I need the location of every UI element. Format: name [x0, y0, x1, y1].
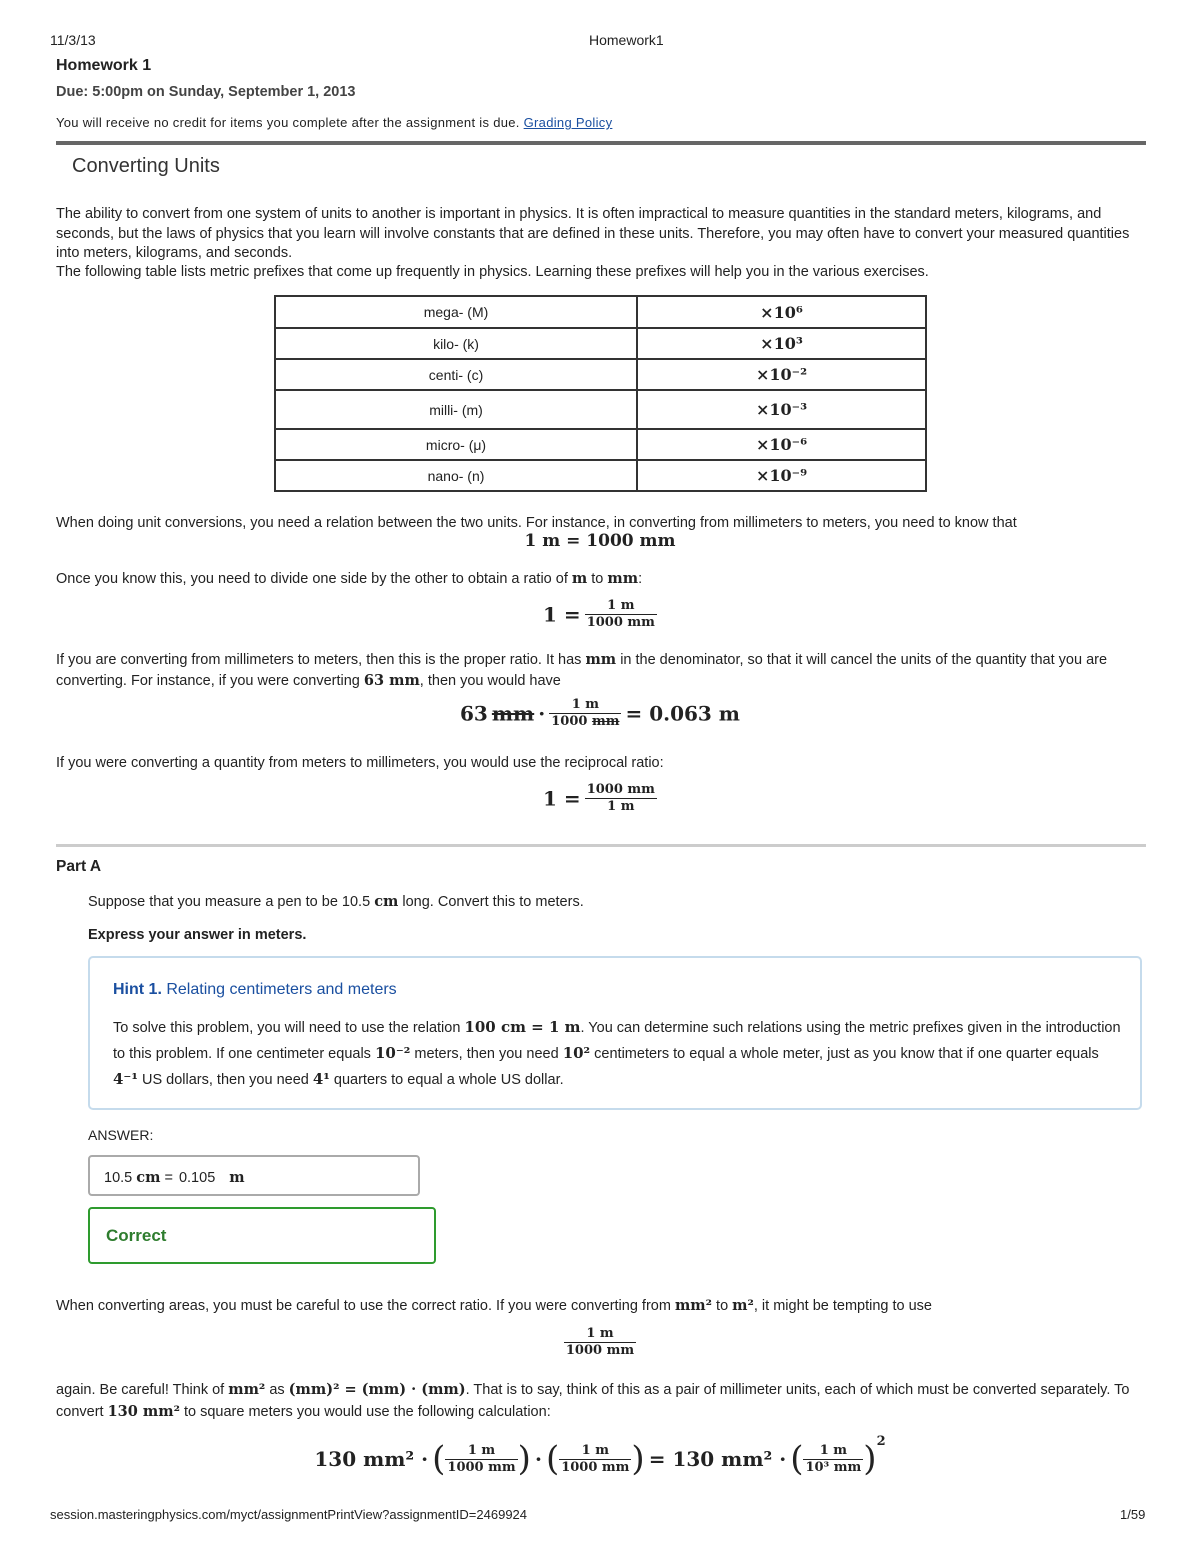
eq-value: 63: [460, 701, 488, 726]
para-text: to: [716, 1298, 729, 1314]
credit-notice-text: You will receive no credit for items you complete after the assignment is due.: [56, 115, 520, 130]
answer-input[interactable]: 0.105: [178, 1170, 216, 1186]
equation-2: [0, 598, 1200, 631]
prefix-cell: micro- (μ): [275, 429, 637, 460]
intro-paragraph-2: The following table lists metric prefixes that come up frequently in physics. Learning these prefixes will help you in the various exercises.: [56, 264, 929, 280]
fraction-denominator: 1000 mm: [586, 615, 655, 630]
para-text: in the denominator, so that it will cancel the units of the quantity that you are converting. For instance, if you were converting: [56, 652, 1108, 689]
answer-row: [104, 1169, 245, 1186]
table-row: [275, 390, 926, 429]
question-part: Suppose that you measure a pen to be 10.5: [88, 894, 371, 910]
fraction-numerator: 1 m: [559, 1443, 631, 1460]
math-value: 63 mm: [363, 671, 420, 689]
fraction-numerator: 1 m: [445, 1443, 517, 1460]
due-date: Due: 5:00pm on Sunday, September 1, 2013: [56, 84, 356, 100]
answer-label: ANSWER:: [88, 1127, 154, 1143]
hint-text: US dollars, then you need: [141, 1072, 309, 1088]
page-number: 1/59: [1120, 1507, 1146, 1522]
math-unit: cm: [374, 893, 399, 910]
table-row: [275, 328, 926, 359]
math-expression: (mm)² = (mm) · (mm): [288, 1381, 466, 1398]
table-row: [275, 460, 926, 491]
factor-cell: ×10⁻⁶: [637, 429, 926, 460]
prefix-cell: milli- (m): [275, 390, 637, 429]
factor-cell: ×10⁻⁹: [637, 460, 926, 491]
para-text: , then you would have: [419, 672, 561, 689]
question-text: [88, 893, 584, 910]
answer-given: 10.5: [104, 1170, 133, 1186]
math-value: 4⁻¹: [113, 1070, 138, 1088]
exponent: 2: [876, 1434, 886, 1449]
question-part: long. Convert this to meters.: [402, 894, 584, 910]
prefix-cell: nano- (n): [275, 460, 637, 491]
factor-cell: ×10³: [637, 328, 926, 359]
table-row: [275, 359, 926, 390]
math-unit: mm²: [228, 1381, 266, 1398]
table-row: [275, 429, 926, 460]
area-fraction: [0, 1326, 1200, 1359]
fraction-denominator: 1000 mm: [561, 1459, 630, 1475]
fraction-denominator: 1000 mm: [447, 1459, 516, 1475]
hint-text: To solve this problem, you will need to use the relation: [113, 1020, 461, 1036]
part-a-title: Part A: [56, 858, 102, 875]
hint-text: quarters to equal a whole US dollar.: [333, 1072, 564, 1088]
reciprocal-paragraph: If you were converting a quantity from meters to millimeters, you would use the reciprocal ratio:: [56, 755, 664, 771]
print-date: 11/3/13: [50, 32, 96, 48]
para-text: again. Be careful! Think of: [56, 1382, 225, 1398]
intro-paragraph: The ability to convert from one system of units to another is important in physics. It is often impractical to measure quantities in the standard meters, kilograms, and seconds, but the laws of physics that you learn will involve constants that are defined in these units. Therefore, you may often have to convert your measured quantities into meters, kilograms, and seconds.: [56, 206, 1130, 261]
fraction-denominator: 1 m: [607, 799, 635, 814]
math-unit: m: [229, 1169, 245, 1186]
fraction-numerator: 1 m: [585, 598, 657, 615]
ratio-text: :: [638, 571, 643, 587]
para-text: When converting areas, you must be careful to use the correct ratio. If you were converting from: [56, 1298, 671, 1314]
prefix-cell: kilo- (k): [275, 328, 637, 359]
fraction: [559, 1443, 631, 1476]
math-unit: m²: [732, 1297, 754, 1314]
para-text: , it might be tempting to use: [753, 1298, 932, 1314]
fraction-denominator: 1000: [551, 714, 588, 729]
ratio-paragraph: [56, 569, 1146, 590]
equation-1: 1 m = 1000 mm: [524, 531, 676, 551]
credit-notice: [56, 115, 612, 130]
section-title: Converting Units: [72, 155, 220, 177]
factor-cell: ×10⁶: [637, 296, 926, 328]
fraction: [445, 1443, 517, 1476]
hint-text: . You can determine such relations using the metric prefixes given in the introduction to this problem. If one centimeter equals: [113, 1020, 1121, 1062]
areas-paragraph: [56, 1296, 1146, 1317]
hint-title: Relating centimeters and meters: [166, 981, 397, 998]
hint-text: centimeters to equal a whole meter, just as you know that if one quarter equals: [594, 1046, 1099, 1062]
fraction-numerator: 1000 mm: [586, 782, 655, 797]
factor-cell: ×10⁻²: [637, 359, 926, 390]
ratio-text: Once you know this, you need to divide one side by the other to obtain a ratio of: [56, 571, 568, 587]
para-text: to square meters you would use the following calculation:: [183, 1404, 551, 1420]
factor-cell: ×10⁻³: [637, 390, 926, 429]
prefix-cell: centi- (c): [275, 359, 637, 390]
fraction: [585, 782, 657, 815]
equation-3: 63 mm · $\frac{1 m}{1000 mm}$ = 0.063 m: [460, 697, 740, 729]
prefix-table: [274, 295, 927, 492]
hint-body: [113, 1015, 1123, 1093]
footer-url: session.masteringphysics.com/myct/assignmentPrintView?assignmentID=2469924: [50, 1507, 528, 1522]
fraction: [803, 1443, 863, 1476]
math-unit: mm: [607, 570, 639, 587]
para-text: . That is to say, think of this as a pair of millimeter units, each of which must be converted separately. To convert: [56, 1382, 1130, 1420]
eq-lhs: 1 =: [543, 786, 581, 811]
math-relation: 100 cm = 1 m: [464, 1018, 581, 1036]
eq-dot: ·: [534, 1447, 542, 1472]
eq-rhs: = 0.063 m: [625, 701, 740, 726]
fraction: [549, 697, 621, 730]
eq-lhs: 130 mm² ·: [314, 1447, 429, 1472]
fraction: [564, 1326, 636, 1359]
part-divider: [56, 844, 1146, 847]
math-unit: cm: [136, 1169, 161, 1186]
assignment-title: Homework 1: [56, 57, 152, 74]
hint-label: Hint 1.: [113, 981, 162, 998]
areas-paragraph-2: [56, 1379, 1146, 1423]
grading-policy-link[interactable]: Grading Policy: [523, 115, 613, 130]
para-text: as: [269, 1382, 285, 1398]
table-row: [275, 296, 926, 328]
cancelled-unit: mm: [591, 714, 620, 729]
answer-instruction: Express your answer in meters.: [88, 927, 307, 943]
fraction-numerator: 1 m: [549, 697, 621, 714]
fraction-numerator: 1 m: [803, 1443, 863, 1460]
conversion-paragraph: When doing unit conversions, you need a relation between the two units. For instance, in converting from millimeters to meters, you need to know that: [56, 515, 1017, 531]
hint-heading[interactable]: [113, 981, 397, 999]
prefix-cell: mega- (M): [275, 296, 637, 328]
proper-ratio-paragraph: [56, 650, 1146, 691]
correct-label: Correct: [106, 1226, 167, 1245]
math-unit: mm²: [674, 1297, 713, 1314]
print-title: Homework1: [589, 32, 664, 48]
area-equation: 130 mm² · ( $\frac{1 m}{1000 mm}$ ) · ( $\frac{1 m}{1000 mm}$ ) = 130 mm² · ( $\frac{1 m}{\text{10³ mm}}$ )$^2$: [314, 1434, 886, 1480]
math-unit: m: [571, 570, 588, 587]
equation-4: [0, 782, 1200, 815]
fraction-numerator: 1 m: [564, 1326, 636, 1343]
para-text: If you are converting from millimeters to meters, then this is the proper ratio. It has: [56, 652, 582, 668]
math-unit: mm: [585, 651, 617, 668]
math-value: 10²: [562, 1044, 591, 1062]
ratio-text: to: [591, 571, 604, 587]
math-value: 4¹: [312, 1070, 330, 1088]
eq-lhs: 1 =: [543, 602, 581, 627]
eq-rhs: = 130 mm² ·: [648, 1447, 787, 1472]
fraction-denominator: 10³ mm: [805, 1459, 862, 1475]
answer-equals: =: [164, 1170, 173, 1186]
math-value: 130 mm²: [107, 1403, 180, 1420]
fraction-denominator: 1000 mm: [565, 1343, 635, 1358]
header-divider: [56, 141, 1146, 145]
math-value: 10⁻²: [374, 1044, 411, 1062]
fraction: [585, 598, 657, 631]
cancelled-unit: mm: [491, 701, 535, 726]
hint-text: meters, then you need: [414, 1046, 559, 1062]
